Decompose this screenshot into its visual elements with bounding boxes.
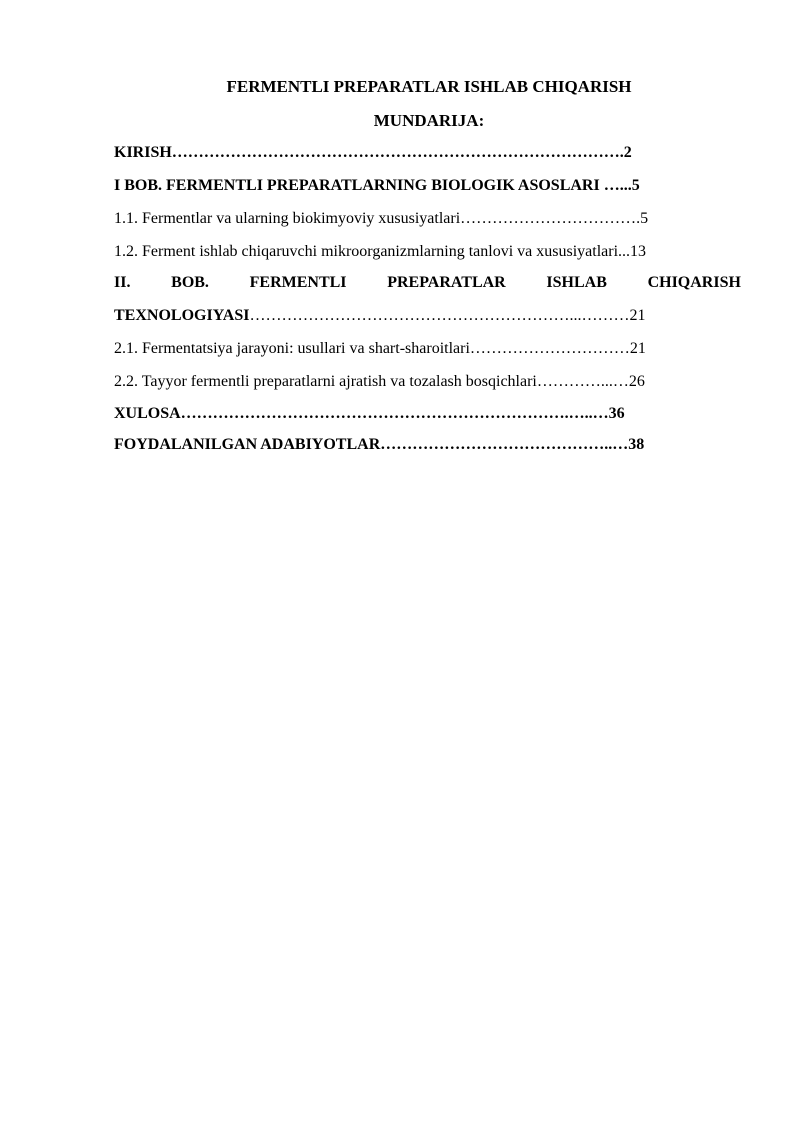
toc-entry-conclusion: XULOSA……………………………………………………………….…..…36 bbox=[114, 405, 625, 422]
toc-entry-section-1-2: 1.2. Ferment ishlab chiqaruvchi mikroorganizmlarning tanlovi va xususiyatlari...13 bbox=[114, 243, 647, 260]
toc-word: II. bbox=[114, 274, 131, 291]
toc-entry-section-1-1: 1.1. Fermentlar va ularning biokimyoviy xususiyatlari…………………………….5 bbox=[114, 210, 649, 227]
toc-entry-intro: KIRISH………………………………………………………………………….2 bbox=[114, 144, 632, 161]
toc-entry-references: FOYDALANILGAN ADABIYOTLAR……………………………………..…38 bbox=[114, 436, 645, 453]
document-title: FERMENTLI PREPARATLAR ISHLAB CHIQARISH bbox=[226, 77, 632, 96]
toc-entry-chapter-2-continued bbox=[114, 305, 741, 327]
toc-entry-section-2-1: 2.1. Fermentatsiya jarayoni: usullari va shart-sharoitlari…………………………21 bbox=[114, 340, 646, 357]
toc-word: ISHLAB bbox=[546, 274, 607, 291]
toc-word: FERMENTLI bbox=[249, 274, 347, 291]
toc-word: CHIQARISH bbox=[647, 274, 741, 291]
toc-entry-chapter-1: I BOB. FERMENTLI PREPARATLARNING BIOLOGIK ASOSLARI …...5 bbox=[114, 177, 640, 194]
toc-heading: MUNDARIJA: bbox=[373, 111, 485, 130]
toc-word: PREPARATLAR bbox=[387, 274, 506, 291]
toc-word: BOB. bbox=[171, 274, 209, 291]
toc-entry-chapter-2 bbox=[114, 272, 741, 294]
toc-entry-section-2-2: 2.2. Tayyor fermentli preparatlarni ajratish va tozalash bosqichlari…………...…26 bbox=[114, 373, 645, 390]
toc-chapter-2-title-end: TEXNOLOGIYASI bbox=[114, 307, 250, 324]
toc-chapter-2-leader: ……………………………………………………...………21 bbox=[249, 307, 646, 324]
